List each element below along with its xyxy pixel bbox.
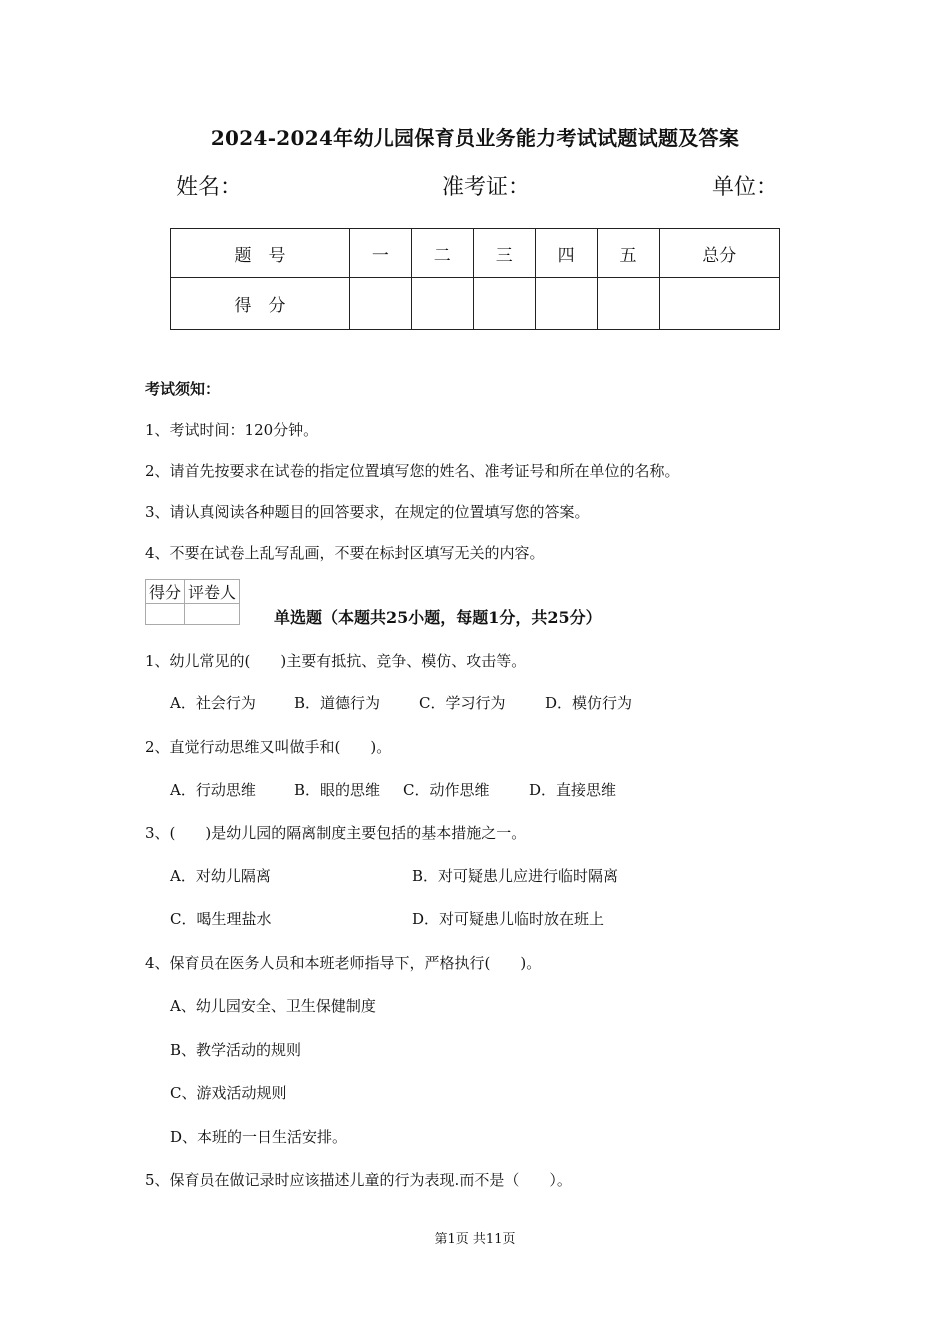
score-header-cell: 二 — [411, 229, 473, 278]
question-stem: 1、幼儿常见的( )主要有抵抗、竞争、模仿、攻击等。 — [145, 652, 527, 670]
question-stem: 5、保育员在做记录时应该描述儿童的行为表现.而不是（ ）。 — [145, 1171, 572, 1189]
option[interactable]: C．喝生理盐水 — [170, 910, 272, 928]
notice-item: 4、不要在试卷上乱写乱画，不要在标封区填写无关的内容。 — [145, 544, 545, 562]
option[interactable]: A．对幼儿隔离 — [170, 867, 271, 885]
unit-label: 单位： — [712, 175, 779, 200]
score-row-label: 得 分 — [171, 278, 350, 330]
score-table — [170, 228, 780, 330]
score-header-cell: 题 号 — [171, 229, 350, 278]
score-cell[interactable] — [411, 278, 473, 330]
question-stem: 3、( )是幼儿园的隔离制度主要包括的基本措施之一。 — [145, 824, 527, 842]
option[interactable]: D．直接思维 — [529, 781, 617, 799]
score-cell[interactable] — [597, 278, 659, 330]
option[interactable]: C．动作思维 — [403, 781, 490, 799]
score-header-cell: 四 — [535, 229, 597, 278]
score-table-score-row — [171, 278, 780, 330]
score-header-cell: 总分 — [659, 229, 779, 278]
option[interactable]: A、幼儿园安全、卫生保健制度 — [170, 997, 376, 1015]
option[interactable]: D、本班的一日生活安排。 — [170, 1128, 348, 1146]
notice-heading: 考试须知： — [145, 380, 221, 398]
notice-item: 2、请首先按要求在试卷的指定位置填写您的姓名、准考证号和所在单位的名称。 — [145, 462, 680, 480]
option[interactable]: B．道德行为 — [294, 694, 381, 712]
notice-item: 3、请认真阅读各种题目的回答要求，在规定的位置填写您的答案。 — [145, 503, 590, 521]
grader-name-cell[interactable] — [185, 604, 240, 625]
grader-box — [145, 579, 240, 625]
question-stem: 2、直觉行动思维又叫做手和( )。 — [145, 738, 392, 756]
score-cell[interactable] — [473, 278, 535, 330]
exam-id-label: 准考证： — [442, 175, 531, 200]
option[interactable]: B．对可疑患儿应进行临时隔离 — [412, 867, 619, 885]
grader-score-cell[interactable] — [146, 604, 185, 625]
grader-name-label: 评卷人 — [185, 580, 240, 604]
score-header-cell: 一 — [349, 229, 411, 278]
score-header-cell: 五 — [597, 229, 659, 278]
option[interactable]: C．学习行为 — [419, 694, 506, 712]
option[interactable]: D．模仿行为 — [545, 694, 633, 712]
document-title: 2024-2024年幼儿园保育员业务能力考试试题试题及答案 — [210, 126, 740, 150]
option[interactable]: B．眼的思维 — [294, 781, 381, 799]
score-cell[interactable] — [349, 278, 411, 330]
score-cell[interactable] — [659, 278, 779, 330]
option[interactable]: B、教学活动的规则 — [170, 1041, 302, 1059]
option[interactable]: A．社会行为 — [170, 694, 256, 712]
option[interactable]: A．行动思维 — [170, 781, 256, 799]
grader-score-label: 得分 — [146, 580, 185, 604]
name-label: 姓名： — [176, 175, 243, 200]
option[interactable]: C、游戏活动规则 — [170, 1084, 287, 1102]
section-title: 单选题（本题共25小题，每题1分，共25分） — [274, 608, 602, 627]
score-header-cell: 三 — [473, 229, 535, 278]
score-table-header-row — [171, 229, 780, 278]
option[interactable]: D．对可疑患儿临时放在班上 — [412, 910, 605, 928]
page-footer: 第1页 共11页 — [434, 1232, 516, 1247]
notice-item: 1、考试时间：120分钟。 — [145, 421, 319, 439]
score-cell[interactable] — [535, 278, 597, 330]
question-stem: 4、保育员在医务人员和本班老师指导下，严格执行( )。 — [145, 954, 542, 972]
